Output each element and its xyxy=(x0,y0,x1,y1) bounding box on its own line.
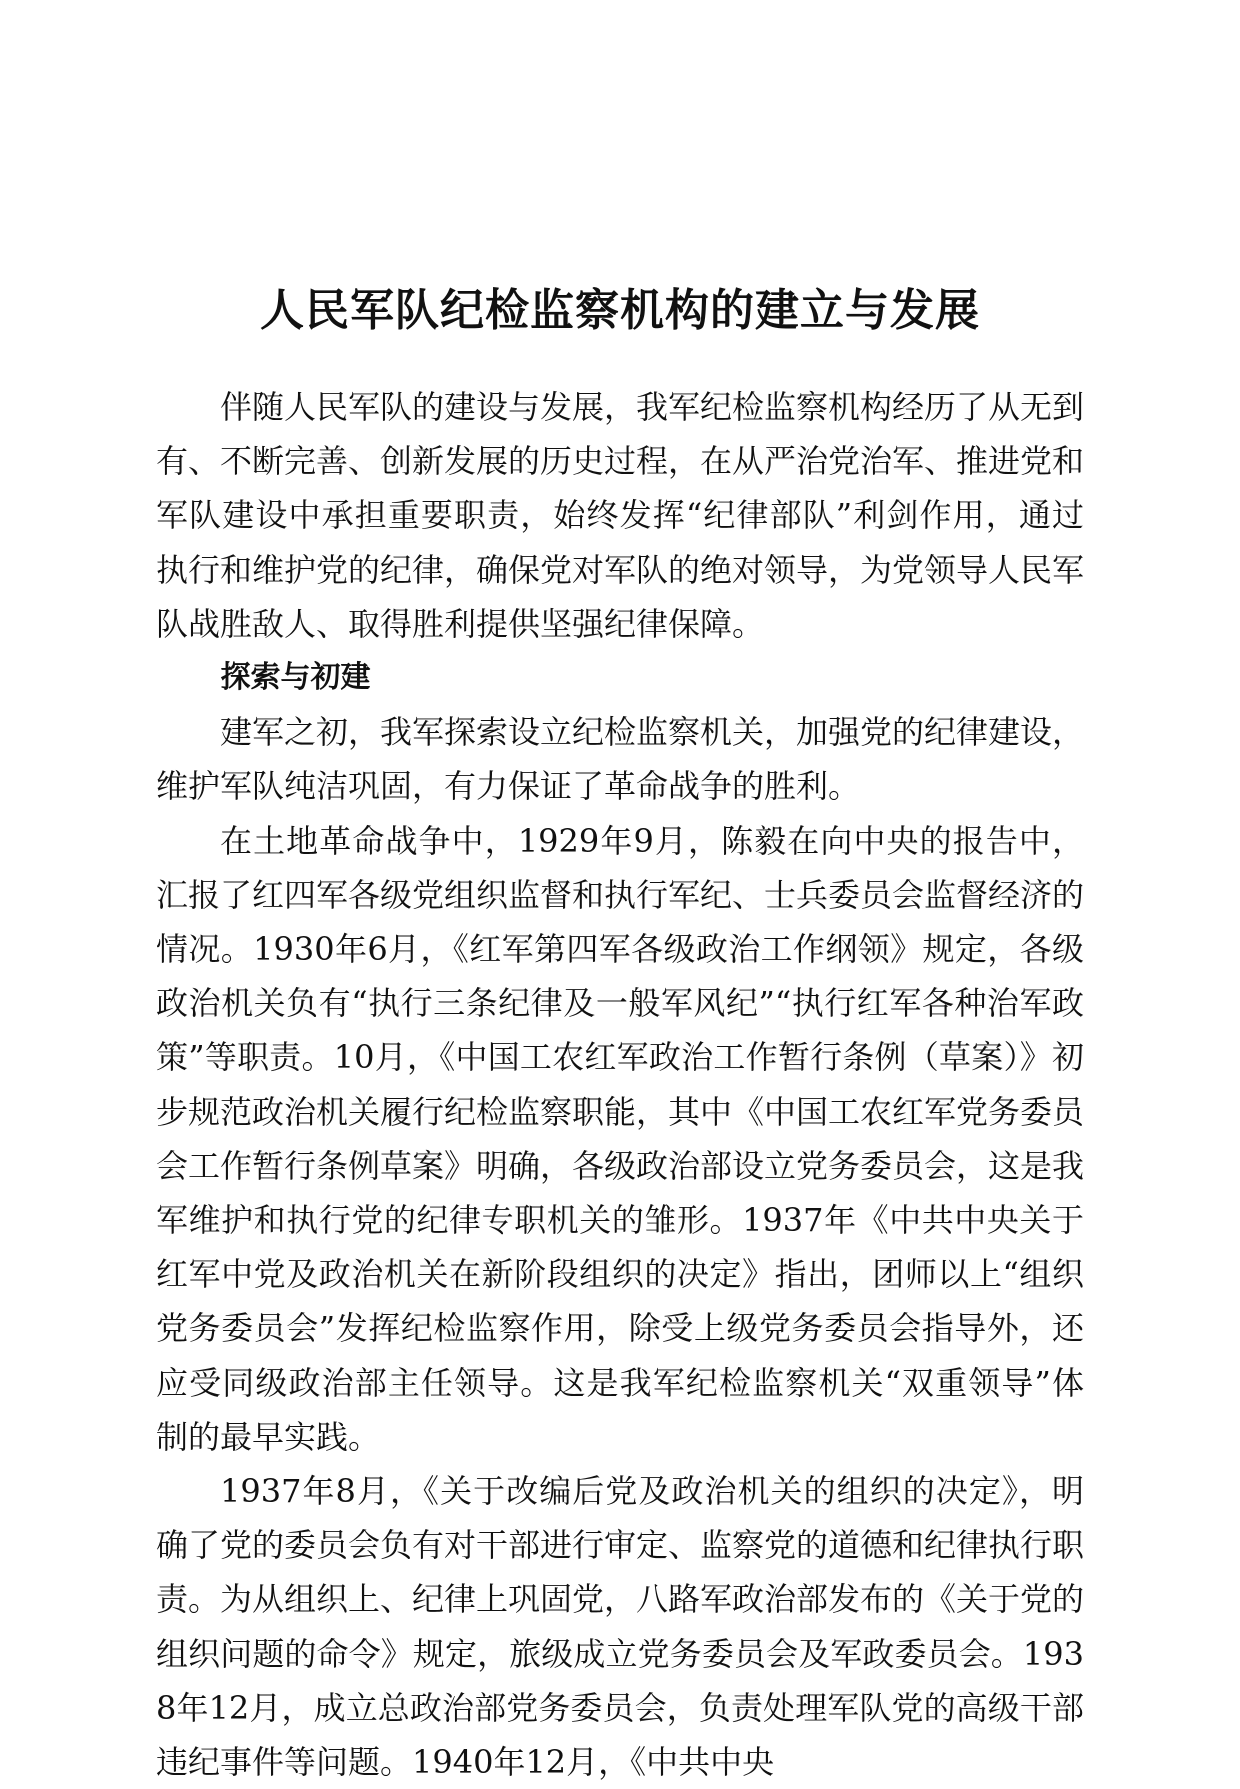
section-heading: 探索与初建 xyxy=(220,660,371,696)
body-paragraph: 在土地革命战争中，1929年9月，陈毅在向中央的报告中，汇报了红四军各级党组织监督和执行军纪、士兵委员会监督经济的情况。1930年6月，《红军第四军各级政治工作纲领》规定，各级政治机关负有“执行三条纪律及一般军风纪”“执行红军各种治军政策”等职责。10月，《中国工农红军政治工作暂行条例（草案）》初步规范政治机关履行纪检监察职能，其中《中国工农红军党务委员会工作暂行条例草案》明确，各级政治部设立党务委员会，这是我军维护和执行党的纪律专职机关的雏形。1937年《中共中央关于红军中党及政治机关在新阶段组织的决定》指出，团师以上“组织党务委员会”发挥纪检监察作用，除受上级党务委员会指导外，还应受同级政治部主任领导。这是我军纪检监察机关“双重领导”体制的最早实践。 xyxy=(156,821,1085,1456)
body-paragraph: 建军之初，我军探索设立纪检监察机关，加强党的纪律建设，维护军队纯洁巩固，有力保证了革命战争的胜利。 xyxy=(156,713,1085,806)
body-paragraph: 1937年8月，《关于改编后党及政治机关的组织的决定》，明确了党的委员会负有对干部进行审定、监察党的道德和纪律执行职责。为从组织上、纪律上巩固党，八路军政治部发布的《关于党的组织问题的命令》规定，旅级成立党务委员会及军政委员会。1938年12月，成立总政治部党务委员会，负责处理军队党的高级干部违纪事件等问题。1940年12月，《中共中央 xyxy=(156,1472,1085,1782)
article-body xyxy=(156,380,1084,1789)
document-title: 人民军队纪检监察机构的建立与发展 xyxy=(260,285,980,337)
intro-paragraph: 伴随人民军队的建设与发展，我军纪检监察机构经历了从无到有、不断完善、创新发展的历史过程，在从严治党治军、推进党和军队建设中承担重要职责，始终发挥“纪律部队”利剑作用，通过执行和维护党的纪律，确保党对军队的绝对领导，为党领导人民军队战胜敌人、取得胜利提供坚强纪律保障。 xyxy=(156,388,1085,643)
